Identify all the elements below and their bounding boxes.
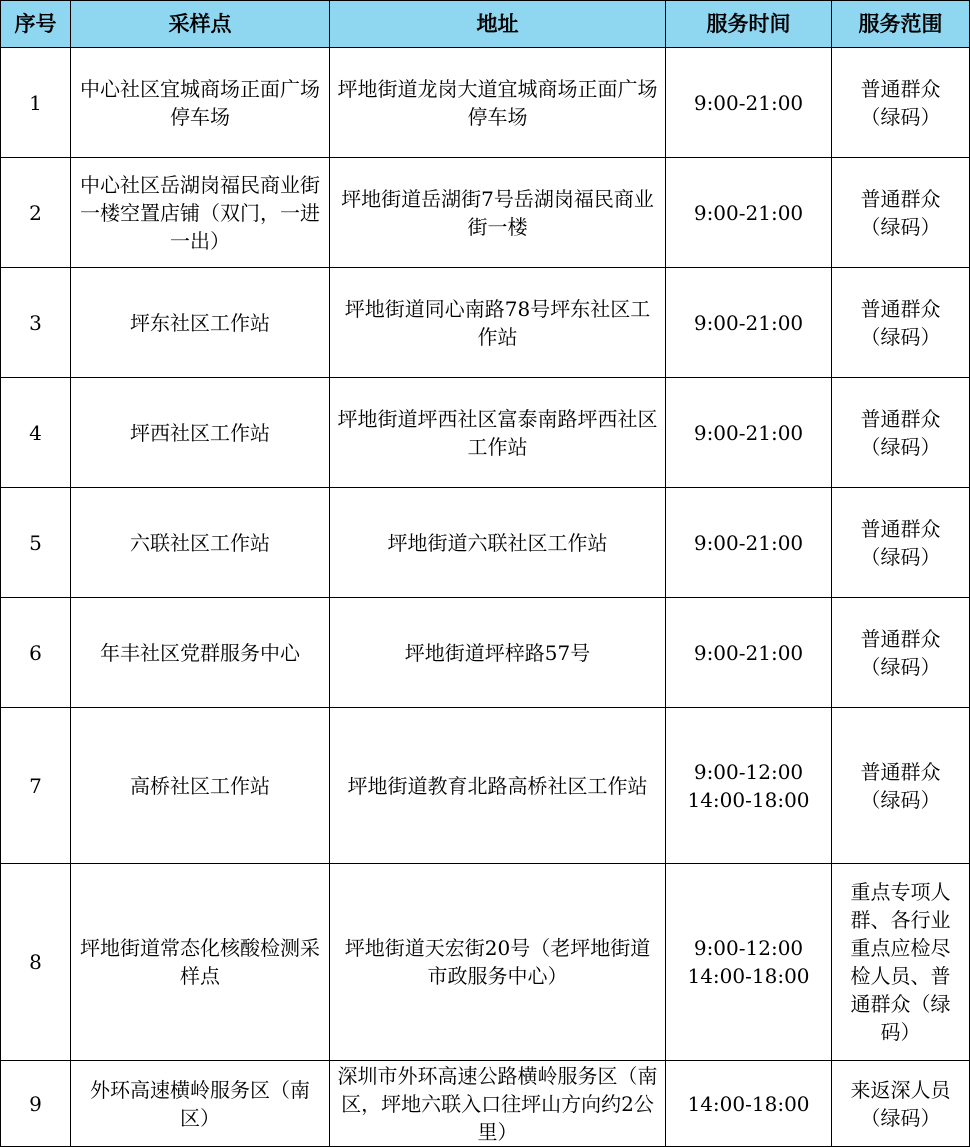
cell-address: 坪地街道龙岗大道宜城商场正面广场停车场 bbox=[330, 48, 666, 158]
time-slot: 9:00-12:00 bbox=[693, 936, 804, 960]
cell-address: 坪地街道教育北路高桥社区工作站 bbox=[330, 708, 666, 864]
cell-address: 坪地街道同心南路78号坪东社区工作站 bbox=[330, 268, 666, 378]
cell-address: 坪地街道天宏街20号（老坪地街道市政服务中心） bbox=[330, 864, 666, 1061]
cell-address: 深圳市外环高速公路横岭服务区（南区，坪地六联入口往坪山方向约2公里） bbox=[330, 1061, 666, 1147]
cell-site: 中心社区宜城商场正面广场停车场 bbox=[71, 48, 330, 158]
table-row bbox=[1, 864, 970, 1061]
cell-site: 坪东社区工作站 bbox=[71, 268, 330, 378]
time-slot: 14:00-18:00 bbox=[687, 964, 810, 988]
time-slot: 9:00-21:00 bbox=[693, 90, 804, 115]
header-time: 服务时间 bbox=[666, 1, 832, 48]
table-header-row bbox=[1, 1, 970, 48]
cell-site: 高桥社区工作站 bbox=[71, 708, 330, 864]
cell-time bbox=[666, 864, 832, 1061]
cell-no: 2 bbox=[1, 158, 71, 268]
header-address: 地址 bbox=[330, 1, 666, 48]
table-row bbox=[1, 488, 970, 598]
cell-time bbox=[666, 708, 832, 864]
time-slot: 9:00-12:00 bbox=[693, 759, 804, 784]
cell-no: 8 bbox=[1, 864, 71, 1061]
time-slot: 9:00-21:00 bbox=[693, 530, 804, 555]
cell-time bbox=[666, 48, 832, 158]
cell-address: 坪地街道坪梓路57号 bbox=[330, 598, 666, 708]
cell-address: 坪地街道岳湖街7号岳湖岗福民商业街一楼 bbox=[330, 158, 666, 268]
time-slot: 9:00-21:00 bbox=[693, 200, 804, 225]
table-row bbox=[1, 48, 970, 158]
cell-time bbox=[666, 1061, 832, 1147]
cell-scope: 普通群众（绿码） bbox=[832, 378, 970, 488]
cell-scope: 普通群众（绿码） bbox=[832, 488, 970, 598]
cell-no: 4 bbox=[1, 378, 71, 488]
cell-no: 5 bbox=[1, 488, 71, 598]
cell-scope: 来返深人员（绿码） bbox=[832, 1061, 970, 1147]
table-row bbox=[1, 598, 970, 708]
cell-scope: 重点专项人群、各行业重点应检尽检人员、普通群众（绿码） bbox=[832, 864, 970, 1061]
cell-site: 外环高速横岭服务区（南区） bbox=[71, 1061, 330, 1147]
table-row bbox=[1, 158, 970, 268]
cell-address: 坪地街道六联社区工作站 bbox=[330, 488, 666, 598]
table-row bbox=[1, 708, 970, 864]
cell-no: 6 bbox=[1, 598, 71, 708]
header-site: 采样点 bbox=[71, 1, 330, 48]
cell-site: 坪西社区工作站 bbox=[71, 378, 330, 488]
time-slot: 14:00-18:00 bbox=[687, 1091, 810, 1116]
cell-time bbox=[666, 598, 832, 708]
cell-no: 3 bbox=[1, 268, 71, 378]
cell-no: 7 bbox=[1, 708, 71, 864]
table-row bbox=[1, 1061, 970, 1147]
cell-site: 坪地街道常态化核酸检测采样点 bbox=[71, 864, 330, 1061]
cell-no: 1 bbox=[1, 48, 71, 158]
table-row bbox=[1, 268, 970, 378]
table-row bbox=[1, 378, 970, 488]
time-slot: 9:00-21:00 bbox=[693, 310, 804, 335]
cell-site: 中心社区岳湖岗福民商业街一楼空置店铺（双门，一进一出） bbox=[71, 158, 330, 268]
cell-no: 9 bbox=[1, 1061, 71, 1147]
cell-site: 六联社区工作站 bbox=[71, 488, 330, 598]
time-slot: 14:00-18:00 bbox=[687, 787, 810, 812]
time-slot: 9:00-21:00 bbox=[693, 640, 804, 665]
cell-scope: 普通群众（绿码） bbox=[832, 708, 970, 864]
cell-time bbox=[666, 158, 832, 268]
cell-address: 坪地街道坪西社区富泰南路坪西社区工作站 bbox=[330, 378, 666, 488]
cell-time bbox=[666, 268, 832, 378]
cell-scope: 普通群众（绿码） bbox=[832, 268, 970, 378]
cell-site: 年丰社区党群服务中心 bbox=[71, 598, 330, 708]
time-slot: 9:00-21:00 bbox=[693, 420, 804, 445]
cell-scope: 普通群众（绿码） bbox=[832, 158, 970, 268]
cell-time bbox=[666, 378, 832, 488]
header-scope: 服务范围 bbox=[832, 1, 970, 48]
cell-scope: 普通群众（绿码） bbox=[832, 598, 970, 708]
header-no: 序号 bbox=[1, 1, 71, 48]
cell-scope: 普通群众（绿码） bbox=[832, 48, 970, 158]
cell-time bbox=[666, 488, 832, 598]
